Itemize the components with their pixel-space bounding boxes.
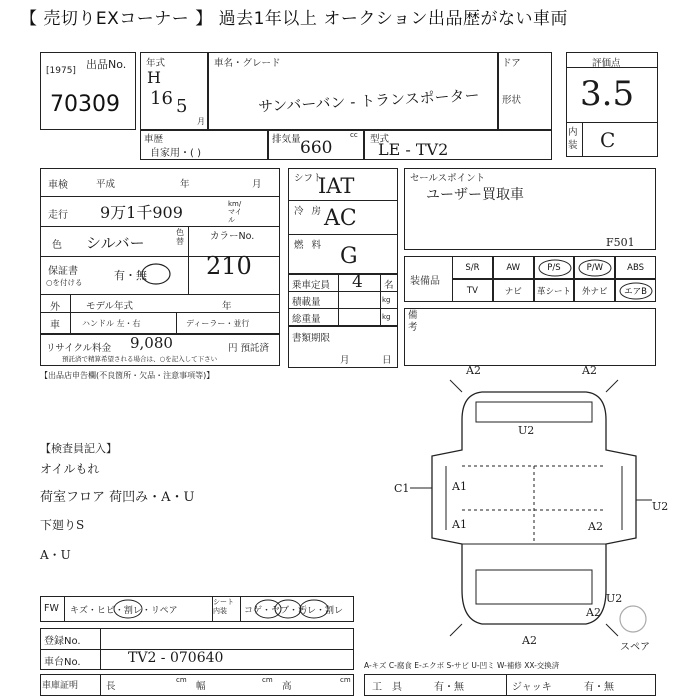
damage-mark: A2 bbox=[582, 364, 597, 377]
warranty-circle bbox=[140, 262, 174, 286]
tools-label: 工具 bbox=[372, 682, 412, 693]
cert-label: 車庫証明 bbox=[42, 681, 79, 691]
equip-circle bbox=[577, 259, 613, 277]
damage-mark: A2 bbox=[466, 364, 481, 377]
equip-item: TV bbox=[452, 279, 493, 302]
equip-label: 装備品 bbox=[410, 276, 440, 287]
remarks-label: 備考 bbox=[408, 310, 418, 333]
foreign-label-1: 外 bbox=[50, 302, 60, 313]
colorno-value: 210 bbox=[206, 252, 252, 280]
equip-item: AW bbox=[493, 256, 534, 279]
inspect-year: 年 bbox=[180, 179, 190, 190]
left-block bbox=[40, 168, 280, 334]
equip-item: S/R bbox=[452, 256, 493, 279]
foreign-label-2: 車 bbox=[50, 320, 60, 331]
warranty-value: 有・無 bbox=[114, 269, 147, 282]
fw-label: FW bbox=[44, 603, 59, 614]
jack-value: 有・無 bbox=[584, 682, 614, 693]
equip-circle bbox=[537, 259, 573, 277]
year-label: 年式 bbox=[146, 58, 166, 69]
disp-label: 排気量 bbox=[272, 134, 301, 145]
mileage-value: 9万1千909 bbox=[100, 203, 183, 222]
equip-circle bbox=[618, 282, 654, 300]
lot-label: 出品No. bbox=[86, 58, 127, 71]
damage-mark: A2 bbox=[588, 520, 603, 533]
color-label: 色 bbox=[52, 240, 62, 251]
spare-tire-icon bbox=[618, 604, 648, 634]
year-era: H bbox=[147, 68, 161, 87]
damage-legend: A-キズ C-腐食 E-エクボ S-サビ U-凹ミ W-補修 XX-交換済 bbox=[364, 661, 560, 670]
capacity-label: 乗車定員 bbox=[292, 280, 331, 291]
recycle-unit: 円 預託済 bbox=[228, 343, 270, 354]
inspect-month: 月 bbox=[252, 179, 262, 190]
cert-cm-1: cm bbox=[176, 676, 187, 684]
weight-label: 総重量 bbox=[292, 314, 321, 325]
damage-mark: U2 bbox=[606, 592, 623, 605]
fuel-label: 燃料 bbox=[294, 240, 330, 251]
chassis-label: 車台No. bbox=[44, 657, 81, 668]
docs-day: 日 bbox=[382, 355, 392, 366]
foreign-year: 年 bbox=[222, 301, 232, 312]
warranty-label: 保証書 bbox=[48, 266, 78, 277]
year-value: 16 bbox=[150, 88, 173, 109]
inspect-era: 平成 bbox=[96, 179, 116, 190]
damage-mark: U2 bbox=[652, 500, 669, 513]
cert-height: 高 bbox=[282, 681, 292, 692]
spare-label: スペア bbox=[620, 642, 650, 653]
interior-label: 内装 bbox=[568, 127, 578, 151]
damage-mark: A2 bbox=[522, 634, 537, 647]
shape-label: 形状 bbox=[502, 95, 522, 106]
name-value: サンバーバン - トランスポーター bbox=[257, 86, 480, 116]
disp-value: 660 bbox=[300, 138, 333, 158]
seat-text: コゲ・ヤブ・汚レ・割レ bbox=[244, 606, 344, 616]
door-label: ドア bbox=[502, 58, 521, 69]
cert-length: 長 bbox=[106, 681, 116, 692]
seller-note: 【出品店申告欄(不良箇所・欠品・注意事項等)】 bbox=[40, 371, 215, 380]
fw-text: キズ・ヒビ・割レ・リペア bbox=[70, 606, 178, 616]
equip-item: P/W bbox=[574, 256, 615, 279]
capacity-unit: 名 bbox=[384, 280, 394, 291]
foreign-handle: ハンドル 左・右 bbox=[82, 319, 141, 328]
model-label: 型式 bbox=[370, 134, 390, 145]
damage-mark: U2 bbox=[518, 424, 535, 437]
interior-value: C bbox=[600, 128, 616, 152]
chassis-value: TV2 - 070640 bbox=[128, 650, 224, 666]
weight-unit: kg bbox=[382, 313, 391, 321]
equip-item: 外ナビ bbox=[574, 279, 615, 302]
capacity-value: 4 bbox=[352, 272, 363, 292]
inspect-label: 車検 bbox=[48, 180, 68, 191]
inspector-line-2: 荷室フロア 荷凹み・A・U bbox=[40, 490, 195, 505]
month-unit: 月 bbox=[197, 117, 205, 126]
seat-label: シート内装 bbox=[213, 598, 234, 615]
cert-width: 幅 bbox=[196, 681, 206, 692]
sales-label: セールスポイント bbox=[410, 173, 486, 184]
foreign-dealer: ディーラー・並行 bbox=[186, 319, 250, 328]
docs-label: 書類期限 bbox=[292, 333, 331, 344]
recycle-note: 預託済で精算希望される場合は、○を記入して下さい bbox=[62, 355, 218, 363]
sales-value: ユーザー買取車 bbox=[426, 187, 524, 203]
color-sub: 色替 bbox=[176, 228, 184, 246]
month-value: 5 bbox=[176, 96, 188, 117]
load-unit: kg bbox=[382, 296, 391, 304]
cert-cm-2: cm bbox=[262, 676, 273, 684]
damage-mark: C1 bbox=[394, 482, 410, 495]
equip-item: ナビ bbox=[493, 279, 534, 302]
lot-prefix: [1975] bbox=[46, 66, 76, 76]
ac-value: AC bbox=[324, 206, 357, 231]
tools-value: 有・無 bbox=[434, 682, 464, 693]
inspector-line-1: オイルもれ bbox=[40, 462, 100, 476]
mileage-label: 走行 bbox=[48, 210, 68, 221]
inspector-line-4: A・U bbox=[40, 548, 71, 562]
reg-label: 登録No. bbox=[44, 636, 81, 647]
equip-circle-note: F501 bbox=[606, 236, 635, 249]
equip-item: エアB bbox=[615, 279, 656, 302]
car-diagram bbox=[410, 370, 660, 640]
grade-label: 評価点 bbox=[592, 58, 621, 69]
lot-number: 70309 bbox=[50, 92, 120, 117]
colorno-label: カラーNo. bbox=[210, 231, 255, 242]
recycle-value: 9,080 bbox=[130, 334, 173, 352]
model-value: LE - TV2 bbox=[378, 140, 449, 159]
inspector-line-3: 下廻りS bbox=[40, 518, 85, 532]
history-value: 自家用・( ) bbox=[150, 148, 201, 159]
name-label: 車名・グレード bbox=[214, 58, 281, 69]
ac-label: 冷房 bbox=[294, 206, 330, 217]
color-value: シルバー bbox=[86, 234, 145, 252]
jack-label: ジャッキ bbox=[512, 682, 552, 693]
cert-cm-3: cm bbox=[340, 676, 351, 684]
load-label: 積載量 bbox=[292, 297, 321, 308]
warranty-sub: ○を付ける bbox=[46, 278, 83, 287]
banner: 【 売切りEXコーナー 】 過去1年以上 オークション出品歴がない車両 bbox=[20, 9, 568, 29]
foreign-model: モデル年式 bbox=[86, 301, 134, 312]
equip-item: P/S bbox=[534, 256, 575, 279]
equip-item: ABS bbox=[615, 256, 656, 279]
docs-month: 月 bbox=[340, 355, 350, 366]
history-label: 車歴 bbox=[144, 134, 164, 145]
fw-circles bbox=[100, 598, 360, 622]
shift-label: シフト bbox=[294, 173, 323, 184]
grade-value: 3.5 bbox=[580, 74, 635, 114]
damage-mark: A1 bbox=[452, 518, 467, 531]
disp-unit: cc bbox=[350, 131, 358, 139]
shift-value: IAT bbox=[318, 174, 355, 198]
equip-item: 革シート bbox=[534, 279, 575, 302]
damage-mark: A1 bbox=[452, 480, 467, 493]
recycle-label: リサイクル料金 bbox=[46, 343, 112, 354]
remarks-box bbox=[404, 308, 656, 366]
mileage-unit: km/マイル bbox=[228, 200, 242, 224]
fuel-value: G bbox=[340, 244, 358, 269]
inspector-title: 【検査員記入】 bbox=[40, 442, 117, 455]
damage-mark: A2 bbox=[586, 606, 601, 619]
